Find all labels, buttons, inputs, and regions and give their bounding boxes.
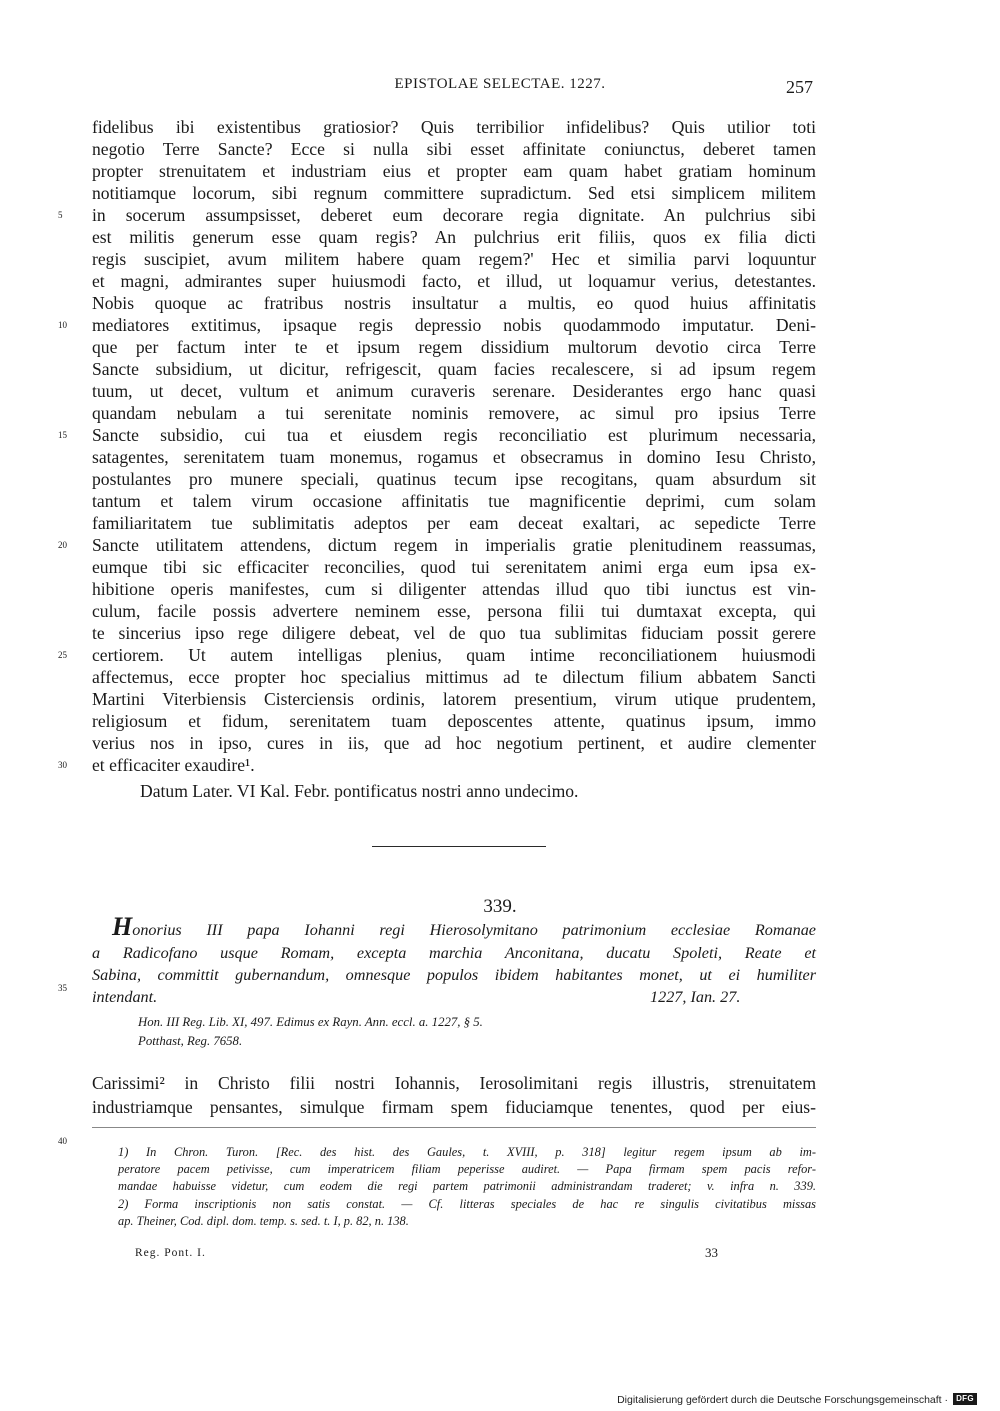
footnote-line: ap. Theiner, Cod. dipl. dom. temp. s. sed. t. I, p. 82, n. 138.: [118, 1214, 409, 1228]
body-line: et magni, admirantes super huiusmodi facto, et illud, ut loquamur verius, detestantes.: [92, 271, 816, 291]
body-line: tuum, ut decet, vultum et animum curaveris serenare. Desiderantes ergo hanc quasi: [92, 381, 816, 401]
footnote-line: 2) Forma inscriptionis non satis constat. — Cf. litteras speciales de hac re singulis civitatibus missas: [118, 1197, 816, 1211]
body-line: eumque tibi sic efficaciter reconcilies, quod tui serenitatem animi erga eum ipsa ex-: [92, 557, 816, 577]
body-line: te sincerius ipso rege diligere debeat, vel de quo tua sublimitas fiduciam possit gerere: [92, 623, 816, 643]
footnote-line: peratore pacem petivisse, cum imperatricem filiam peperisse audiret. — Papa firmam spem pacis refor-: [118, 1162, 816, 1176]
line-number: 15: [58, 430, 67, 440]
body-line: fidelibus ibi existentibus gratiosior? Quis terribilior infidelibus? Quis utilior toti: [92, 117, 816, 137]
letter-line: Carissimi² in Christo filii nostri Iohannis, Ierosolimitani regis illustris, strenuitatem: [92, 1073, 816, 1093]
body-line: in socerum assumpsisset, deberet eum decorare regia dignitate. An pulchrius sibi: [92, 205, 816, 225]
body-line: propter strenuitatem et industriam eius et propter eam quam habet gratiam hominum: [92, 161, 816, 181]
footnote-line: mandae habuisse videtur, cum eodem die regi partem patrimonii administrandam traderet; v. infra n. 339.: [118, 1179, 816, 1193]
summary-line: Sabina, committit gubernandum, omnesque populos ibidem habitantes monet, ut ei humiliter: [92, 966, 816, 984]
body-line: satagentes, serenitatem tuam monemus, rogamus et obsecramus in domino Iesu Christo,: [92, 447, 816, 467]
line-number: 25: [58, 650, 67, 660]
body-line: que per factum inter te et ipsum regem dissidium multorum devotio circa Terre: [92, 337, 816, 357]
footnote-rule: [92, 1127, 816, 1128]
running-header: EPISTOLAE SELECTAE. 1227.: [394, 76, 606, 92]
line-number: 10: [58, 320, 67, 330]
signature-label: Reg. Pont. I.: [135, 1247, 206, 1259]
digitization-credit: Digitalisierung gefördert durch die Deutsche Forschungsgemeinschaft ·: [617, 1394, 948, 1406]
document-number: 339.: [483, 896, 517, 917]
body-line: notitiamque locorum, sibi regnum committere supradictum. Sed etsi simplicem militem: [92, 183, 816, 203]
body-line: quandam nebulam a tui serenitate nominis removere, ac simul pro ipsius Terre: [92, 403, 816, 423]
body-line: mediatores extitimus, ipsaque regis depressio nobis quodammodo imputatur. Deni-: [92, 315, 816, 335]
body-line: certiorem. Ut autem intelligas plenius, quam intime reconciliationem huiusmodi: [92, 645, 816, 665]
body-line: est militis generum esse quam regis? An pulchrius erit filiis, quos ex filia dicti: [92, 227, 816, 247]
body-line: hibitione operis manifestes, cum si diligenter attendas illud quo tibi iunctus est vin-: [92, 579, 816, 599]
document-date: 1227, Ian. 27.: [650, 988, 741, 1006]
summary-line: Honorius III papa Iohanni regi Hierosolymitano patrimonium ecclesiae Romanae: [112, 912, 816, 941]
body-line: familiaritatem tue sublimitatis adeptos per eam deceat exaltari, ac sepedicte Terre: [92, 513, 816, 533]
source-line: Potthast, Reg. 7658.: [138, 1034, 243, 1048]
line-number: 20: [58, 540, 67, 550]
datum-line: Datum Later. VI Kal. Febr. pontificatus nostri anno undecimo.: [140, 781, 579, 801]
body-line: verius nos in ipso, cures in iis, que ad hoc negotium pertinent, et audire clementer: [92, 733, 816, 753]
body-line: Nobis quoque ac fratribus nostris insultatur a multis, eo quod huius affinitatis: [92, 293, 816, 313]
line-number: 35: [58, 983, 67, 993]
body-line: religiosum et fidum, serenitatem tuam deposcentes attente, quatinus ipsum, immo: [92, 711, 816, 731]
body-line: Martini Viterbiensis Cisterciensis ordinis, latorem presentium, virum utique prudentem,: [92, 689, 816, 709]
summary-line: a Radicofano usque Romam, excepta marchia Anconitana, ducatu Spoleti, Reate et: [92, 944, 816, 962]
summary-line: intendant.: [92, 988, 158, 1006]
body-line: tantum et talem virum occasione affinitatis tue magnificentie deprimi, cum solam: [92, 491, 816, 511]
line-number: 40: [58, 1136, 67, 1146]
body-line: Sancte subsidium, ut dicitur, refrigescit, quam facies recalescere, si ad ipsum regem: [92, 359, 816, 379]
body-line: Sancte subsidio, cui tua et eiusdem regis reconciliatio est plurimum necessaria,: [92, 425, 816, 445]
signature-number: 33: [705, 1245, 718, 1260]
section-divider: [372, 846, 546, 847]
footnote-line: 1) In Chron. Turon. [Rec. des hist. des Gaules, t. XVIII, p. 318] legitur regem ipsum ab im-: [118, 1145, 816, 1159]
body-line: Sancte utilitatem attendens, dictum regem in imperialis gratie plenitudinem reassumas,: [92, 535, 816, 555]
body-line: postulantes pro munere speciali, quatinus tecum ipse recogitans, quam absurdum sit: [92, 469, 816, 489]
line-number: 30: [58, 760, 67, 770]
letter-line: industriamque pensantes, simulque firmam spem fiduciamque tenentes, quod per eius-: [92, 1097, 816, 1117]
page-number: 257: [786, 77, 813, 97]
dfg-logo: DFG: [953, 1393, 977, 1405]
body-line: affectemus, ecce propter hoc specialius mittimus ad te dilectum filium abbatem Sancti: [92, 667, 816, 687]
body-line: et efficaciter exaudire¹.: [92, 755, 255, 775]
source-line: Hon. III Reg. Lib. XI, 497. Edimus ex Rayn. Ann. eccl. a. 1227, § 5.: [138, 1015, 483, 1029]
body-line: regis suscipiet, avum militem habere quam regem?' Hec et similia parvi loquuntur: [92, 249, 816, 269]
line-number: 5: [58, 210, 63, 220]
body-line: negotio Terre Sancte? Ecce si nulla sibi esset affinitate coniunctus, deberet tamen: [92, 139, 816, 159]
initial-letter: H: [112, 912, 133, 941]
body-line: culum, facile possis advertere neminem esse, persona filii tui dumtaxat excepta, qui: [92, 601, 816, 621]
